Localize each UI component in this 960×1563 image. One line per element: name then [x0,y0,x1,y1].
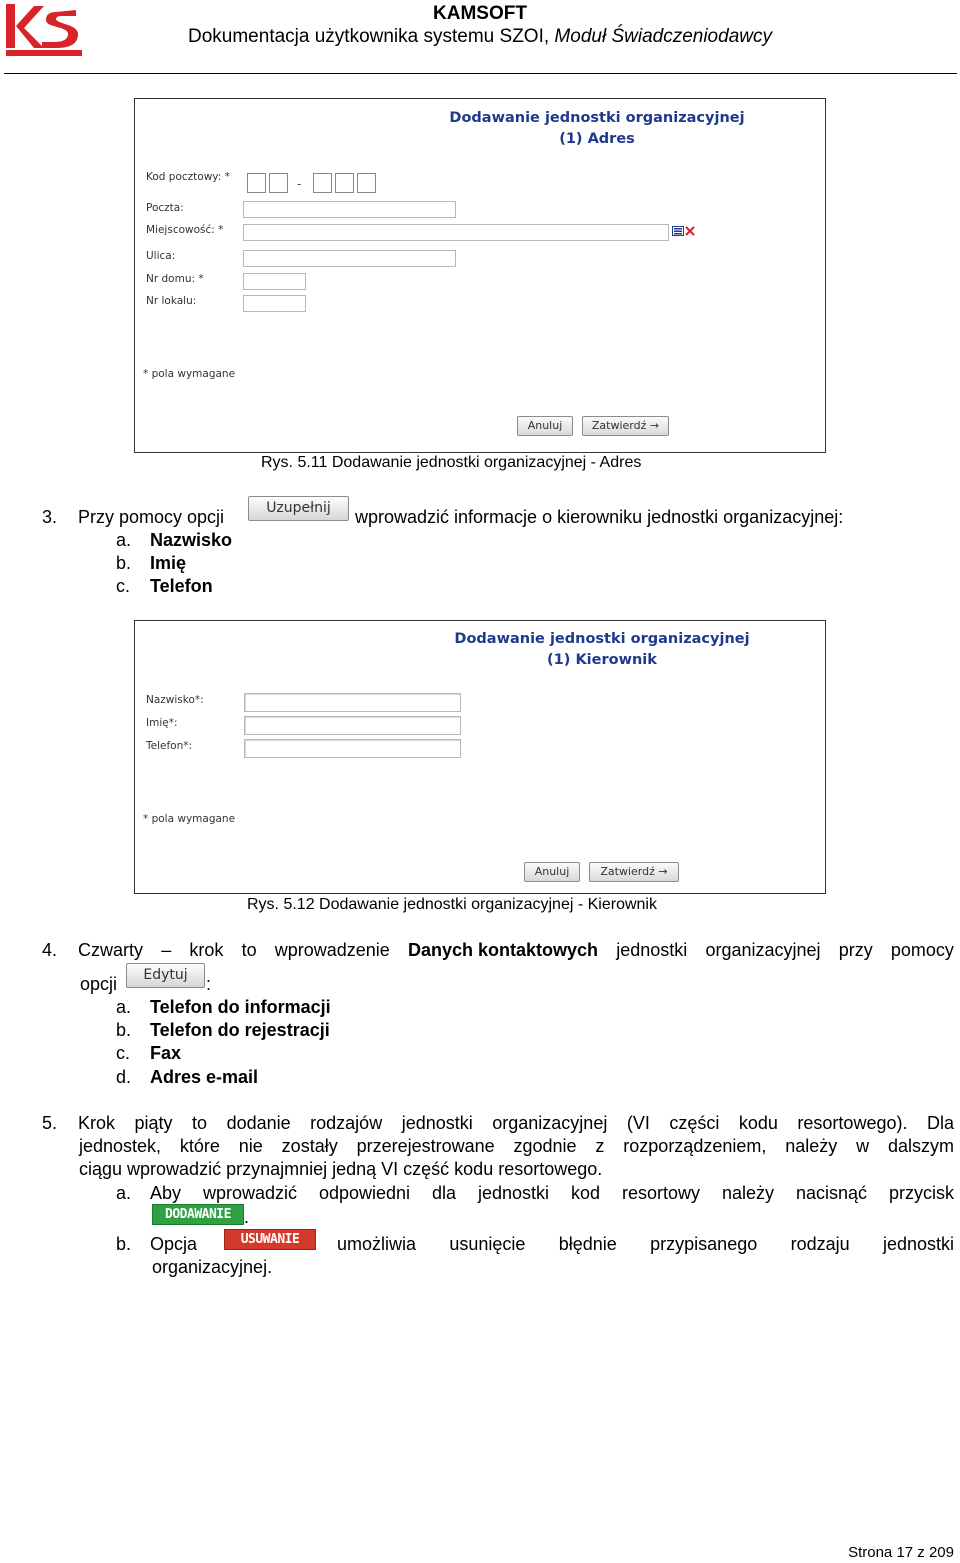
step-5-number: 5. [42,1113,58,1133]
step-3-item-c-marker: c. [116,576,131,596]
step-3-item-a-marker: a. [116,530,132,550]
step-5-item-b-before: Opcja [150,1234,198,1254]
document-title: Dokumentacja użytkownika systemu SZOI, Moduł Świadczeniodawcy [188,26,772,47]
postal-code-label: Kod pocztowy: * [146,171,230,183]
header-divider [4,73,957,74]
required-fields-note: * pola wymagane [143,368,236,380]
postal-digit-5[interactable] [357,173,376,193]
step-4-item-c: Fax [150,1043,182,1063]
first-name-label: Imię*: [146,717,178,729]
surname-field[interactable] [244,693,461,712]
step-4-item-b-marker: b. [116,1020,132,1040]
city-lookup-icon[interactable] [672,226,684,236]
step-5-line-2: jednostek, które nie zostały przerejestrowane zgodnie z rozporządzeniem, należy w dalszym [79,1136,954,1156]
house-number-label: Nr domu: * [146,273,204,285]
step-4-number: 4. [42,940,58,960]
surname-label: Nazwisko*: [146,694,204,706]
figure-caption-5-12: Rys. 5.12 Dodawanie jednostki organizacyjnej - Kierownik [247,896,657,913]
manager-form-screenshot [134,620,826,894]
edytuj-button[interactable]: Edytuj [126,963,205,988]
postal-dash: - [297,177,302,191]
apartment-number-field[interactable] [243,295,306,312]
step-3-item-b-marker: b. [116,553,132,573]
required-fields-note: * pola wymagane [143,813,236,825]
phone-field[interactable] [244,739,461,758]
step-5-item-a-end: . [244,1207,250,1227]
step-5-item-b-marker: b. [116,1234,132,1254]
post-office-field[interactable] [243,201,456,218]
step-3-item-b: Imię [150,553,187,573]
postal-digit-1[interactable] [247,173,266,193]
step-4-item-d-marker: d. [116,1067,132,1087]
step-4-line-1: Czwarty – krok to wprowadzenie Danych kontaktowych jednostki organizacyjnej przy pomocy [78,940,954,960]
step-5-line-1: Krok piąty to dodanie rodzajów jednostki organizacyjnej (VI części kodu resortowego). Dla [78,1113,954,1133]
address-form-title: Dodawanie jednostki organizacyjnej (1) Adres [449,110,745,147]
step-3-text-after: wprowadzić informacje o kierowniku jednostki organizacyjnej: [355,507,844,527]
dodawanie-button[interactable]: DODAWANIE [152,1204,244,1225]
city-clear-icon[interactable] [685,226,695,236]
usuwanie-button[interactable]: USUWANIE [224,1229,316,1250]
uzupelnij-button[interactable]: Uzupełnij [248,496,349,521]
page-number: Strona 17 z 209 [848,1544,954,1561]
cancel-button[interactable]: Anuluj [524,862,580,882]
first-name-field[interactable] [244,716,461,735]
postal-digit-4[interactable] [335,173,354,193]
step-4-item-a: Telefon do informacji [150,997,331,1017]
step-4-options-label: opcji [80,974,118,994]
step-4-colon: : [206,974,212,994]
figure-caption-5-11: Rys. 5.11 Dodawanie jednostki organizacyjnej - Adres [261,454,642,471]
apartment-number-label: Nr lokalu: [146,295,197,307]
manager-form-title: Dodawanie jednostki organizacyjnej (1) Kierownik [454,631,750,668]
city-field[interactable] [243,224,669,241]
cancel-button[interactable]: Anuluj [517,416,573,436]
post-office-label: Poczta: [146,202,184,214]
step-4-item-d: Adres e-mail [150,1067,259,1087]
step-5-item-b-after: umożliwia usunięcie błędnie przypisanego rodzaju jednostki [337,1234,954,1254]
step-5-item-a-marker: a. [116,1183,132,1203]
postal-digit-3[interactable] [313,173,332,193]
step-3-number: 3. [42,507,58,527]
step-5-item-b-line-2: organizacyjnej. [152,1257,273,1277]
step-5-line-3: ciągu wprowadzić przynajmniej jedną VI część kodu resortowego. [79,1159,603,1179]
confirm-button[interactable]: Zatwierdź → [589,862,679,882]
company-name: KAMSOFT [433,3,527,24]
street-field[interactable] [243,250,456,267]
address-form-screenshot [134,98,826,453]
step-3-text-before: Przy pomocy opcji [78,507,225,527]
step-3-item-c: Telefon [150,576,213,596]
step-4-item-b: Telefon do rejestracji [150,1020,330,1040]
house-number-field[interactable] [243,273,306,290]
step-4-item-c-marker: c. [116,1043,131,1063]
street-label: Ulica: [146,250,176,262]
city-label: Miejscowość: * [146,224,224,236]
step-4-item-a-marker: a. [116,997,132,1017]
postal-digit-2[interactable] [269,173,288,193]
step-5-item-a-text: Aby wprowadzić odpowiedni dla jednostki kod resortowy należy nacisnąć przycisk [150,1183,954,1203]
phone-label: Telefon*: [146,740,193,752]
confirm-button[interactable]: Zatwierdź → [582,416,669,436]
step-3-item-a: Nazwisko [150,530,233,550]
